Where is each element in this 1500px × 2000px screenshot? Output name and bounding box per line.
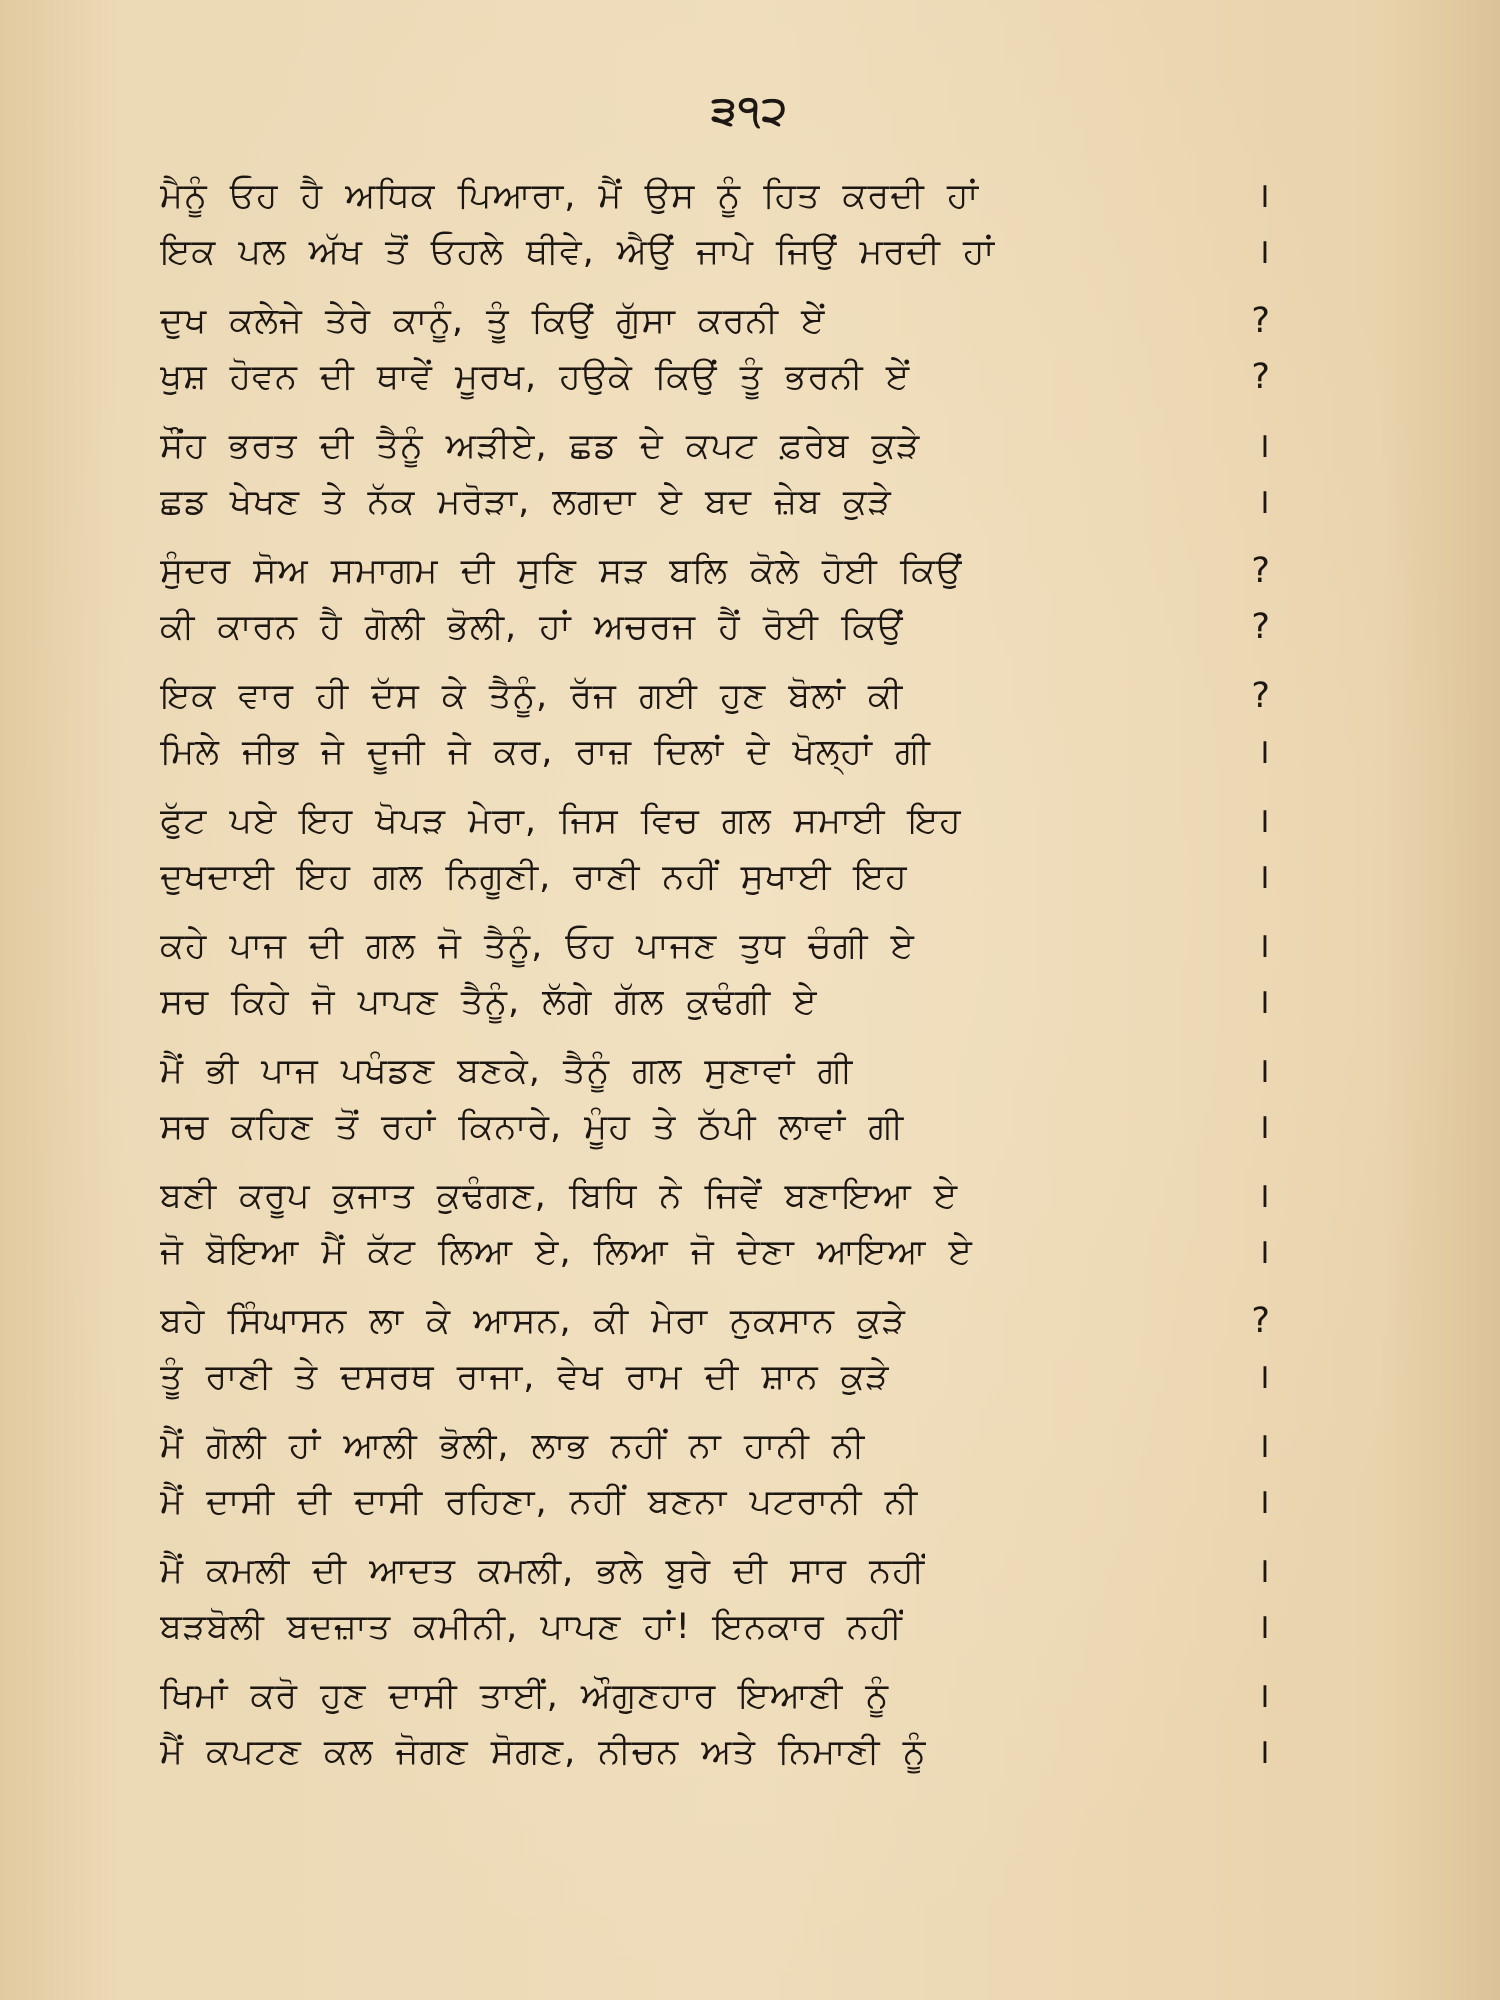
- stanza: [160, 668, 1270, 780]
- verse-line: [160, 1474, 1270, 1530]
- verse-end-mark: ।: [1256, 1426, 1270, 1466]
- stanza: [160, 1293, 1270, 1405]
- stanza: [160, 168, 1270, 280]
- verse-line: [160, 849, 1270, 905]
- verse-line: [160, 1724, 1270, 1780]
- verse-line: [160, 668, 1270, 724]
- verse-end-mark: ।: [1256, 1357, 1270, 1397]
- verse-text: ਸਚ ਕਹਿਣ ਤੋਂ ਰਹਾਂ ਕਿਨਾਰੇ, ਮੂੰਹ ਤੇ ਠੱਪੀ ਲਾਵਾਂ ਗੀ: [160, 1107, 905, 1147]
- verse-end-mark: ।: [1256, 1551, 1270, 1591]
- verse-text: ਦੁਖਦਾਈ ਇਹ ਗਲ ਨਿਗੂਣੀ, ਰਾਣੀ ਨਹੀਂ ਸੁਖਾਈ ਇਹ: [160, 857, 908, 897]
- verse-text: ਮੈਂ ਦਾਸੀ ਦੀ ਦਾਸੀ ਰਹਿਣਾ, ਨਹੀਂ ਬਣਨਾ ਪਟਰਾਨੀ ਨੀ: [160, 1482, 919, 1522]
- verse-line: [160, 1043, 1270, 1099]
- verse-line: [160, 1224, 1270, 1280]
- verse-end-mark: ।: [1256, 1607, 1270, 1647]
- verse-end-mark: ।: [1256, 1482, 1270, 1522]
- verse-line: [160, 793, 1270, 849]
- verse-line: [160, 1099, 1270, 1155]
- verse-end-mark: ।: [1256, 426, 1270, 466]
- verse-end-mark: ?: [1251, 551, 1270, 591]
- verse-text: ਬਣੀ ਕਰੂਪ ਕੁਜਾਤ ਕੁਢੰਗਣ, ਬਿਧਿ ਨੇ ਜਿਵੇਂ ਬਣਾਇਆ ਏ: [160, 1176, 959, 1216]
- stanza: [160, 1668, 1270, 1780]
- verse-line: [160, 418, 1270, 474]
- verse-text: ਦੁਖ ਕਲੇਜੇ ਤੇਰੇ ਕਾਨੂੰ, ਤੂੰ ਕਿਉਂ ਗੁੱਸਾ ਕਰਨੀ ਏਂ: [160, 301, 826, 341]
- poem-body: [160, 168, 1270, 1793]
- verse-end-mark: ?: [1251, 357, 1270, 397]
- verse-text: ਸਚ ਕਿਹੇ ਜੋ ਪਾਪਣ ਤੈਨੂੰ, ਲੱਗੇ ਗੱਲ ਕੁਢੰਗੀ ਏ: [160, 982, 818, 1022]
- verse-end-mark: ?: [1251, 607, 1270, 647]
- verse-line: [160, 1543, 1270, 1599]
- verse-end-mark: ।: [1256, 1732, 1270, 1772]
- verse-end-mark: ।: [1256, 1232, 1270, 1272]
- verse-end-mark: ।: [1256, 482, 1270, 522]
- stanza: [160, 1043, 1270, 1155]
- verse-line: [160, 1668, 1270, 1724]
- verse-line: [160, 224, 1270, 280]
- verse-text: ਮੈਂ ਕਪਟਣ ਕਲ ਜੋਗਣ ਸੋਗਣ, ਨੀਚਨ ਅਤੇ ਨਿਮਾਣੀ ਨੂੰ: [160, 1732, 927, 1772]
- verse-text: ਮੈਂ ਭੀ ਪਾਜ ਪਖੰਡਣ ਬਣਕੇ, ਤੈਨੂੰ ਗਲ ਸੁਣਾਵਾਂ ਗੀ: [160, 1051, 854, 1091]
- verse-text: ਮਿਲੇ ਜੀਭ ਜੇ ਦੂਜੀ ਜੇ ਕਰ, ਰਾਜ਼ ਦਿਲਾਂ ਦੇ ਖੋਲ੍ਹਾਂ ਗੀ: [160, 732, 931, 772]
- verse-text: ਖਿਮਾਂ ਕਰੋ ਹੁਣ ਦਾਸੀ ਤਾਈਂ, ਔਗੁਣਹਾਰ ਇਆਣੀ ਨੂੰ: [160, 1676, 890, 1716]
- verse-line: [160, 918, 1270, 974]
- verse-end-mark: ।: [1256, 801, 1270, 841]
- verse-line: [160, 474, 1270, 530]
- stanza: [160, 1168, 1270, 1280]
- verse-end-mark: ?: [1251, 676, 1270, 716]
- verse-text: ਖੁਸ਼ ਹੋਵਨ ਦੀ ਥਾਵੇਂ ਮੂਰਖ, ਹਉਕੇ ਕਿਉਂ ਤੂੰ ਭਰਨੀ ਏਂ: [160, 357, 911, 397]
- verse-line: [160, 1418, 1270, 1474]
- verse-text: ਜੋ ਬੋਇਆ ਮੈਂ ਕੱਟ ਲਿਆ ਏ, ਲਿਆ ਜੋ ਦੇਣਾ ਆਇਆ ਏ: [160, 1232, 973, 1272]
- verse-end-mark: ।: [1256, 1107, 1270, 1147]
- verse-text: ਤੂੰ ਰਾਣੀ ਤੇ ਦਸਰਥ ਰਾਜਾ, ਵੇਖ ਰਾਮ ਦੀ ਸ਼ਾਨ ਕੁੜੇ: [160, 1357, 890, 1397]
- stanza: [160, 793, 1270, 905]
- verse-line: [160, 1599, 1270, 1655]
- stanza: [160, 1543, 1270, 1655]
- verse-end-mark: ?: [1251, 301, 1270, 341]
- verse-end-mark: ।: [1256, 1051, 1270, 1091]
- verse-line: [160, 1168, 1270, 1224]
- verse-end-mark: ।: [1256, 232, 1270, 272]
- verse-end-mark: ।: [1256, 1676, 1270, 1716]
- verse-text: ਮੈਨੂੰ ਓਹ ਹੈ ਅਧਿਕ ਪਿਆਰਾ, ਮੈਂ ਉਸ ਨੂੰ ਹਿਤ ਕਰਦੀ ਹਾਂ: [160, 176, 980, 216]
- verse-line: [160, 543, 1270, 599]
- verse-line: [160, 293, 1270, 349]
- verse-text: ਬਹੇ ਸਿੰਘਾਸਨ ਲਾ ਕੇ ਆਸਨ, ਕੀ ਮੇਰਾ ਨੁਕਸਾਨ ਕੁੜੇ: [160, 1301, 906, 1341]
- verse-end-mark: ।: [1256, 1176, 1270, 1216]
- page-number: ੩੧੨: [711, 88, 789, 134]
- verse-text: ਇਕ ਪਲ ਅੱਖ ਤੋਂ ਓਹਲੇ ਥੀਵੇ, ਐਉਂ ਜਾਪੇ ਜਿਉਂ ਮਰਦੀ ਹਾਂ: [160, 232, 996, 272]
- stanza: [160, 918, 1270, 1030]
- verse-end-mark: ।: [1256, 176, 1270, 216]
- verse-line: [160, 599, 1270, 655]
- stanza: [160, 293, 1270, 405]
- verse-end-mark: ।: [1256, 926, 1270, 966]
- verse-text: ਮੈਂ ਗੋਲੀ ਹਾਂ ਆਲੀ ਭੋਲੀ, ਲਾਭ ਨਹੀਂ ਨਾ ਹਾਨੀ ਨੀ: [160, 1426, 866, 1466]
- verse-text: ਮੈਂ ਕਮਲੀ ਦੀ ਆਦਤ ਕਮਲੀ, ਭਲੇ ਬੁਰੇ ਦੀ ਸਾਰ ਨਹੀਂ: [160, 1551, 926, 1591]
- verse-line: [160, 349, 1270, 405]
- verse-text: ਕੀ ਕਾਰਨ ਹੈ ਗੋਲੀ ਭੋਲੀ, ਹਾਂ ਅਚਰਜ ਹੈਂ ਰੋਈ ਕਿਉਂ: [160, 607, 904, 647]
- verse-line: [160, 1349, 1270, 1405]
- verse-end-mark: ।: [1256, 982, 1270, 1022]
- verse-end-mark: ?: [1251, 1301, 1270, 1341]
- verse-text: ਫੁੱਟ ਪਏ ਇਹ ਖੋਪੜ ਮੇਰਾ, ਜਿਸ ਵਿਚ ਗਲ ਸਮਾਈ ਇਹ: [160, 801, 962, 841]
- verse-end-mark: ।: [1256, 732, 1270, 772]
- verse-text: ਬੜਬੋਲੀ ਬਦਜ਼ਾਤ ਕਮੀਨੀ, ਪਾਪਣ ਹਾਂ! ਇਨਕਾਰ ਨਹੀਂ: [160, 1607, 903, 1647]
- verse-line: [160, 1293, 1270, 1349]
- verse-text: ਸੁੰਦਰ ਸੋਅ ਸਮਾਗਮ ਦੀ ਸੁਣਿ ਸੜ ਬਲਿ ਕੋਲੇ ਹੋਈ ਕਿਉਂ: [160, 551, 963, 591]
- verse-text: ਕਹੇ ਪਾਜ ਦੀ ਗਲ ਜੋ ਤੈਨੂੰ, ਓਹ ਪਾਜਣ ਤੁਧ ਚੰਗੀ ਏ: [160, 926, 915, 966]
- verse-text: ਛਡ ਖੇਖਣ ਤੇ ਨੱਕ ਮਰੋੜਾ, ਲਗਦਾ ਏ ਬਦ ਜ਼ੇਬ ਕੁੜੇ: [160, 482, 892, 522]
- verse-line: [160, 724, 1270, 780]
- stanza: [160, 543, 1270, 655]
- verse-text: ਸੌਂਹ ਭਰਤ ਦੀ ਤੈਨੂੰ ਅੜੀਏ, ਛਡ ਦੇ ਕਪਟ ਫ਼ਰੇਬ ਕੁੜੇ: [160, 426, 921, 466]
- stanza: [160, 1418, 1270, 1530]
- verse-line: [160, 974, 1270, 1030]
- stanza: [160, 418, 1270, 530]
- verse-text: ਇਕ ਵਾਰ ਹੀ ਦੱਸ ਕੇ ਤੈਨੂੰ, ਰੱਜ ਗਈ ਹੁਣ ਬੋਲਾਂ ਕੀ: [160, 676, 904, 716]
- verse-end-mark: ।: [1256, 857, 1270, 897]
- verse-line: [160, 168, 1270, 224]
